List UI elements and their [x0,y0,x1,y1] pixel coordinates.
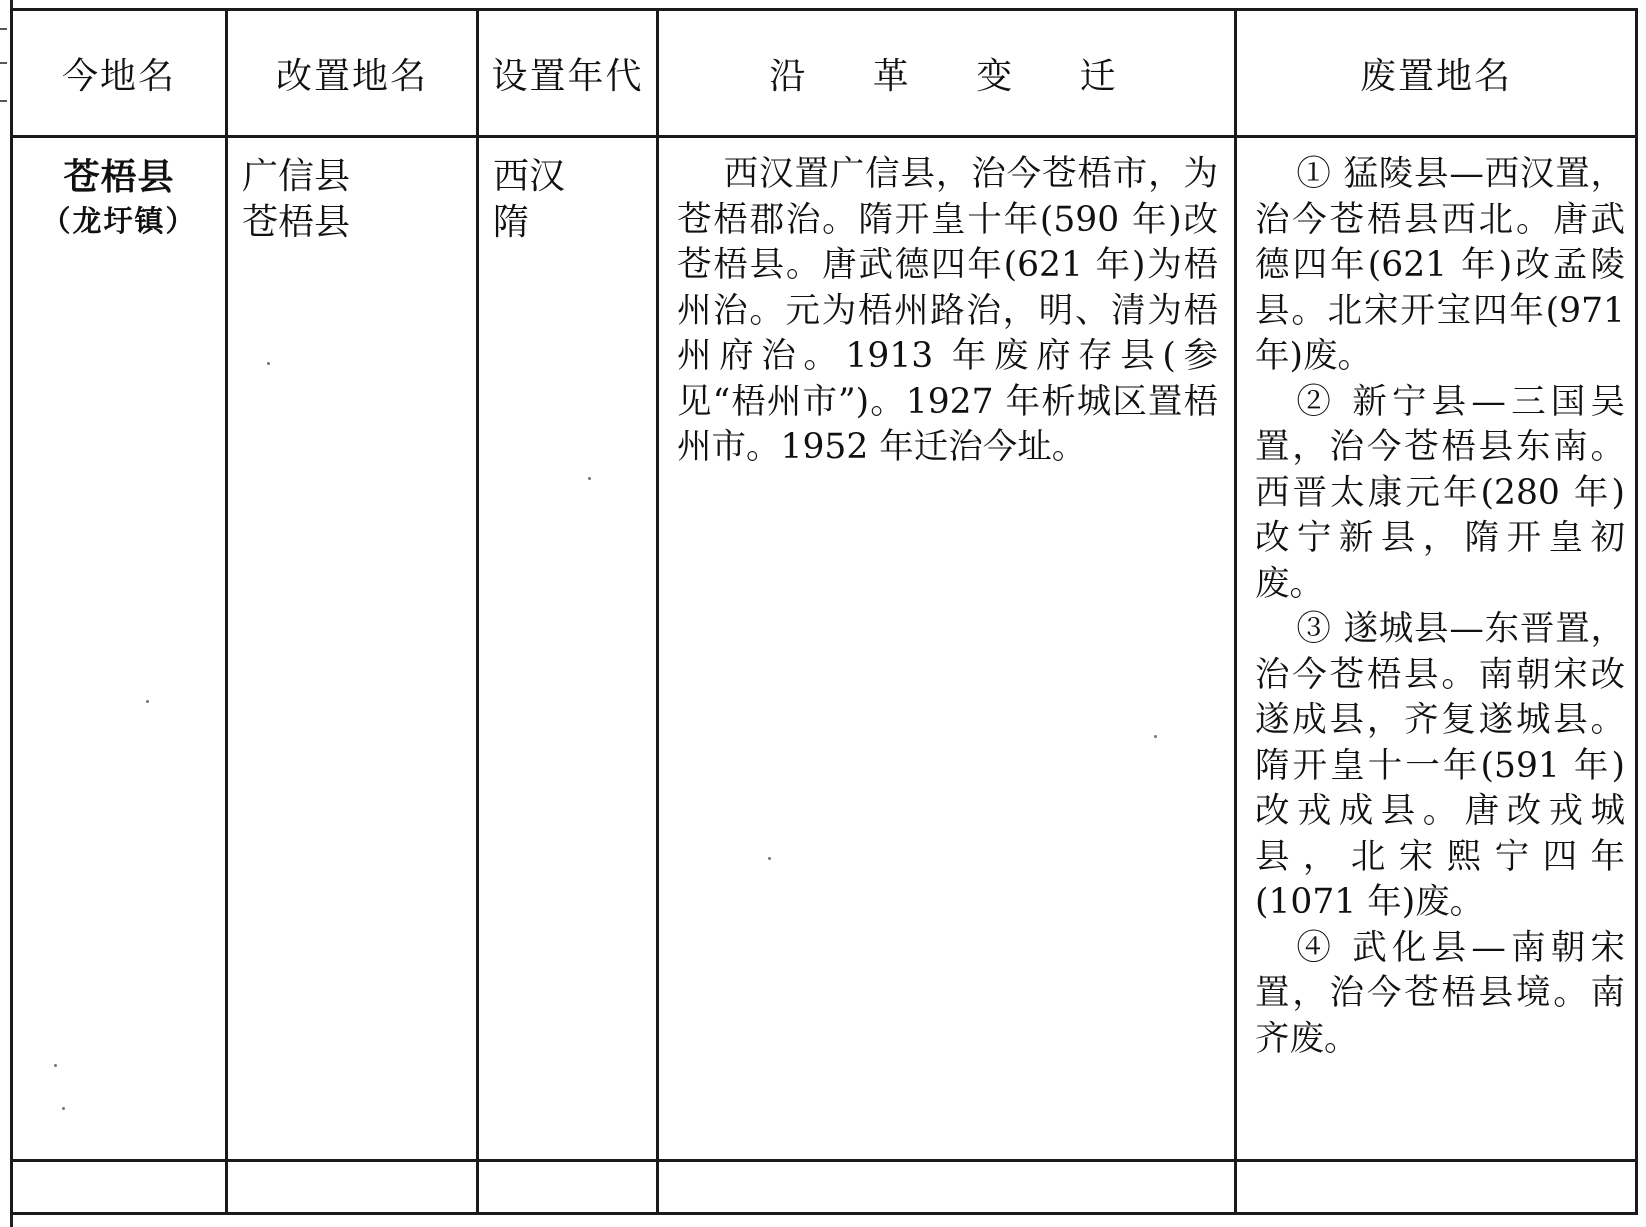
abolished-entry: ① 猛陵县—西汉置，治今苍梧县西北。唐武德四年(621 年)改孟陵县。北宋开宝四年(971 年)废。 [1255,154,1625,376]
renamed-name: 广信县 [242,156,351,197]
abolished-names-cell [1236,137,1637,1161]
scan-speck [267,362,270,365]
table-row [12,1161,1637,1214]
edge-mark [0,100,7,102]
scan-speck [146,700,149,703]
table-row [12,137,1637,1161]
edge-mark [0,62,7,64]
header-row [12,10,1637,137]
modern-name: 苍梧县 [63,156,175,198]
edge-mark [0,28,7,30]
header-abolished-name: 废置地名 [1236,10,1637,137]
empty-cell [227,1161,478,1214]
scan-speck [54,1064,57,1067]
renamed-name: 苍梧县 [242,202,351,243]
empty-cell [12,1161,227,1214]
scan-speck [588,477,591,480]
place-name-history-table [10,8,1638,1215]
scan-speck [768,857,771,860]
established-era: 隋 [493,202,530,243]
header-history-label: 沿 革 变 迁 [769,55,1144,97]
header-modern-name: 今地名 [12,10,227,137]
abolished-entry: ③ 遂城县—东晋置，治今苍梧县。南朝宋改遂成县，齐复遂城县。隋开皇十一年(591 年)改戎成县。唐改戎城县，北宋熙宁四年(1071 年)废。 [1255,609,1625,922]
header-renamed-name: 改置地名 [227,10,478,137]
modern-seat: （龙圩镇） [41,204,197,238]
header-established-era: 设置年代 [478,10,658,137]
history-text: 西汉置广信县，治今苍梧市，为苍梧郡治。隋开皇十年(590 年)改苍梧县。唐武德四年(621 年)为梧州治。元为梧州路治，明、清为梧州府治。1913 年废府存县(参见“梧州市”)。1927 年析城区置梧州市。1952 年迁治今址。 [677,154,1219,467]
modern-name-cell [12,137,227,1161]
established-era: 西汉 [493,156,566,197]
empty-cell [478,1161,658,1214]
scan-speck [62,1107,65,1110]
empty-cell [1236,1161,1637,1214]
scan-speck [1154,735,1157,738]
abolished-entry: ④ 武化县—南朝宋置，治今苍梧县境。南齐废。 [1255,927,1625,1059]
header-history [658,10,1236,137]
empty-cell [658,1161,1236,1214]
renamed-names-cell [227,137,478,1161]
abolished-entry: ② 新宁县—三国吴置，治今苍梧县东南。西晋太康元年(280 年)改宁新县，隋开皇初废。 [1255,381,1625,604]
history-cell [658,137,1236,1161]
established-eras-cell [478,137,658,1161]
